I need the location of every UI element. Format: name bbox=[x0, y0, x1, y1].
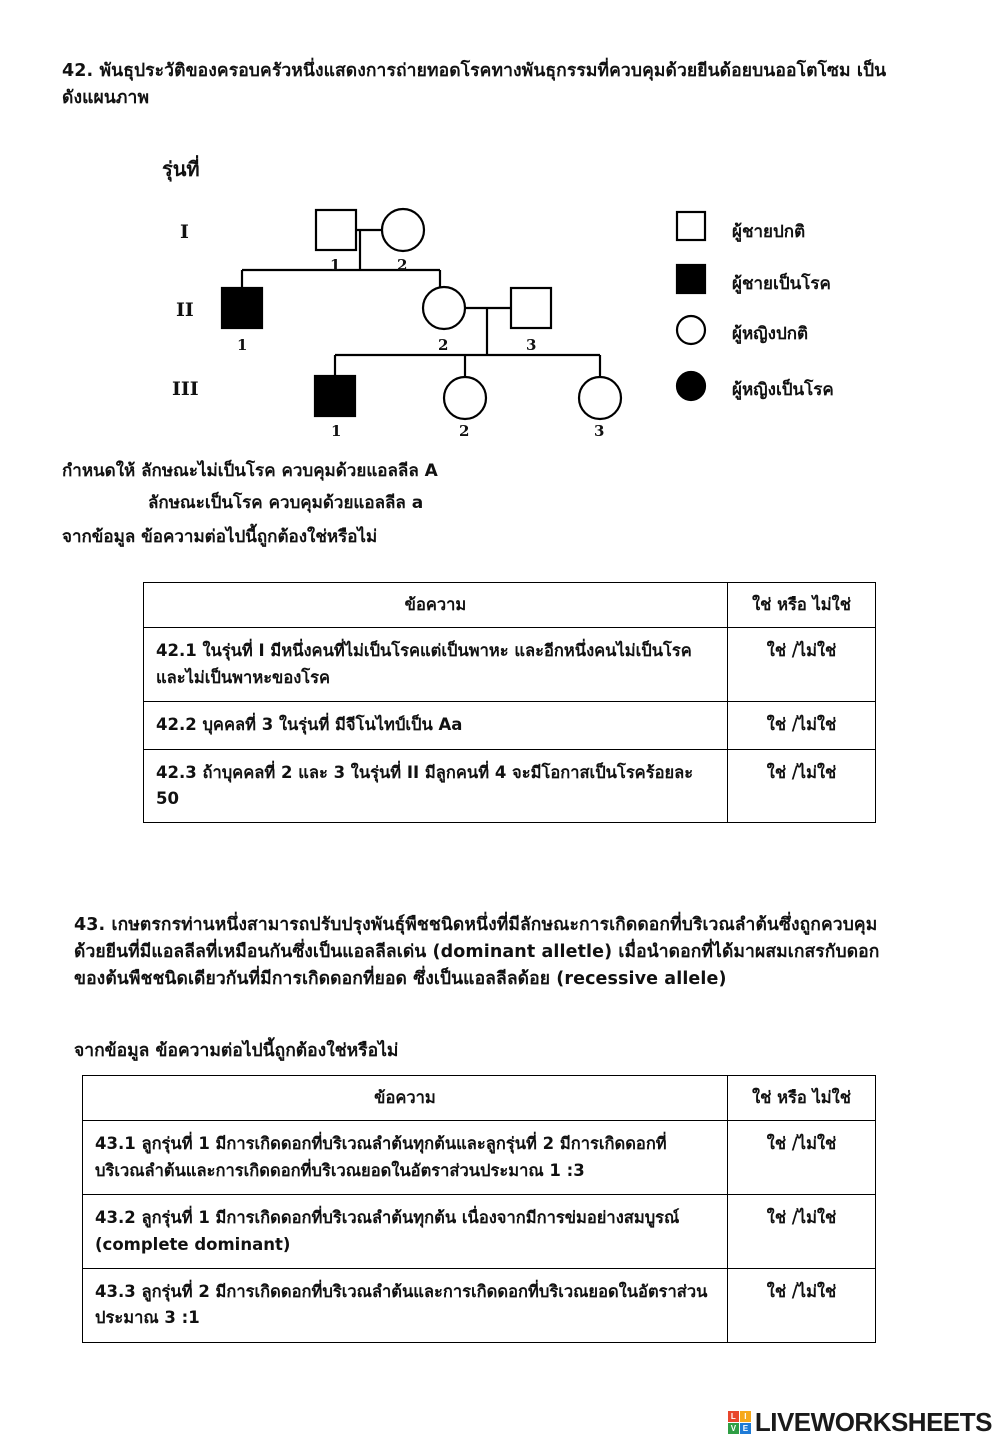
table-row bbox=[144, 749, 876, 823]
given-allele-A: กำหนดให้ ลักษณะไม่เป็นโรค ควบคุมด้วยแอลลีล A bbox=[62, 461, 438, 481]
generation-label-I: I bbox=[180, 221, 189, 243]
statement-42-2: 42.2 บุคคลที่ 3 ในรุ่นที่ มีจีโนไทป์เป็น Aa bbox=[144, 702, 728, 749]
answer-42-3[interactable]: ใช่ /ไม่ใช่ bbox=[728, 749, 876, 823]
pedigree-symbol-III-3 bbox=[579, 377, 621, 419]
pedigree-symbol-III-1 bbox=[315, 376, 355, 416]
svg-text:1: 1 bbox=[330, 256, 341, 274]
question-42-instruction: จากข้อมูล ข้อความต่อไปนี้ถูกต้องใช่หรือไม่ bbox=[62, 527, 378, 547]
logo-square-v: V bbox=[728, 1423, 739, 1434]
table-header-row bbox=[144, 583, 876, 628]
question-43-instruction: จากข้อมูล ข้อความต่อไปนี้ถูกต้องใช่หรือไม่ bbox=[74, 1041, 399, 1061]
logo-wordmark: LIVEWORKSHEETS bbox=[754, 1407, 992, 1437]
column-header-statement: ข้อความ bbox=[83, 1076, 728, 1121]
liveworksheets-logo[interactable] bbox=[728, 1407, 992, 1438]
column-header-answer: ใช่ หรือ ไม่ใช่ bbox=[728, 1076, 876, 1121]
given-allele-a: ลักษณะเป็นโรค ควบคุมด้วยแอลลีล a bbox=[148, 493, 424, 513]
table-row bbox=[83, 1268, 876, 1342]
answer-43-1[interactable]: ใช่ /ไม่ใช่ bbox=[728, 1121, 876, 1195]
svg-text:2: 2 bbox=[397, 256, 408, 274]
question-43-prompt: 43. เกษตรกรท่านหนึ่งสามารถปรับปรุงพันธุ์พืชชนิดหนึ่งที่มีลักษณะการเกิดดอกที่บริเวณลำต้นซึ่งถูกควบคุมด้วยยีนที่มีแอลลีลที่เหมือนกันซึ่งเป็นแอลลีลเด่น (dominant alletle) เมื่อนำดอกที่ได้มาผสมเกสรกับดอกของต้นพืชชนิดเดียวกันที่มีการเกิดดอกที่ยอด ซึ่งเป็นแอลลีลด้อย (recessive allele) bbox=[74, 915, 880, 990]
table-row bbox=[144, 628, 876, 702]
svg-text:3: 3 bbox=[594, 422, 605, 440]
pedigree-symbol-I-1 bbox=[316, 210, 356, 250]
answer-43-2[interactable]: ใช่ /ไม่ใช่ bbox=[728, 1195, 876, 1269]
svg-text:3: 3 bbox=[526, 336, 537, 354]
column-header-statement: ข้อความ bbox=[144, 583, 728, 628]
svg-text:2: 2 bbox=[459, 422, 470, 440]
statement-43-1: 43.1 ลูกรุ่นที่ 1 มีการเกิดดอกที่บริเวณลำต้นทุกต้นและลูกรุ่นที่ 2 มีการเกิดดอกที่บริเวณลำต้นและการเกิดดอกที่บริเวณยอดในอัตราส่วนประมาณ 1 :3 bbox=[83, 1121, 728, 1195]
logo-squares bbox=[728, 1411, 751, 1434]
column-header-answer: ใช่ หรือ ไม่ใช่ bbox=[728, 583, 876, 628]
statement-43-2: 43.2 ลูกรุ่นที่ 1 มีการเกิดดอกที่บริเวณลำต้นทุกต้น เนื่องจากมีการข่มอย่างสมบูรณ์ (complete dominant) bbox=[83, 1195, 728, 1269]
answer-42-1[interactable]: ใช่ /ไม่ใช่ bbox=[728, 628, 876, 702]
generation-label-III: III bbox=[172, 378, 199, 400]
question-42-table bbox=[143, 582, 876, 823]
legend-label-affected-female: ผู้หญิงเป็นโรค bbox=[732, 380, 834, 400]
logo-squares-row-bottom bbox=[728, 1423, 751, 1434]
pedigree-symbol-II-1 bbox=[222, 288, 262, 328]
pedigree-symbol-I-2 bbox=[382, 209, 424, 251]
logo-square-e: E bbox=[740, 1423, 751, 1434]
svg-text:1: 1 bbox=[237, 336, 248, 354]
question-42-prompt: 42. พันธุประวัติของครอบครัวหนึ่งแสดงการถ่ายทอดโรคทางพันธุกรรมที่ควบคุมด้วยยีนด้อยบนออโตโซม เป็นดังแผนภาพ bbox=[62, 61, 887, 109]
statement-42-3: 42.3 ถ้าบุคคลที่ 2 และ 3 ในรุ่นที่ II มีลูกคนที่ 4 จะมีโอกาสเป็นโรคร้อยละ 50 bbox=[144, 749, 728, 823]
statement-42-1: 42.1 ในรุ่นที่ I มีหนึ่งคนที่ไม่เป็นโรคแต่เป็นพาหะ และอีกหนึ่งคนไม่เป็นโรคและไม่เป็นพาหะของโรค bbox=[144, 628, 728, 702]
table-row bbox=[144, 702, 876, 749]
statement-43-3: 43.3 ลูกรุ่นที่ 2 มีการเกิดดอกที่บริเวณลำต้นและการเกิดดอกที่บริเวณยอดในอัตราส่วนประมาณ 3 :1 bbox=[83, 1268, 728, 1342]
answer-42-2[interactable]: ใช่ /ไม่ใช่ bbox=[728, 702, 876, 749]
pedigree-symbol-II-2 bbox=[423, 287, 465, 329]
pedigree-symbol-II-3 bbox=[511, 288, 551, 328]
logo-square-l: L bbox=[728, 1411, 739, 1422]
generation-label-II: II bbox=[176, 299, 194, 321]
pedigree-generation-title: รุ่นที่ bbox=[162, 157, 200, 181]
pedigree-diagram bbox=[120, 140, 900, 440]
answer-43-3[interactable]: ใช่ /ไม่ใช่ bbox=[728, 1268, 876, 1342]
legend-label-affected-male: ผู้ชายเป็นโรค bbox=[732, 274, 831, 294]
legend-label-normal-male: ผู้ชายปกติ bbox=[732, 222, 806, 242]
logo-square-i: I bbox=[740, 1411, 751, 1422]
pedigree-symbol-III-2 bbox=[444, 377, 486, 419]
legend-filled-circle-icon bbox=[677, 372, 705, 400]
logo-squares-row-top bbox=[728, 1411, 751, 1422]
svg-text:1: 1 bbox=[331, 422, 342, 440]
legend-open-square-icon bbox=[677, 212, 705, 240]
legend-open-circle-icon bbox=[677, 316, 705, 344]
table-header-row bbox=[83, 1076, 876, 1121]
legend-filled-square-icon bbox=[677, 265, 705, 293]
legend-label-normal-female: ผู้หญิงปกติ bbox=[732, 324, 809, 344]
question-43-table bbox=[82, 1075, 876, 1343]
table-row bbox=[83, 1121, 876, 1195]
svg-text:2: 2 bbox=[438, 336, 449, 354]
table-row bbox=[83, 1195, 876, 1269]
